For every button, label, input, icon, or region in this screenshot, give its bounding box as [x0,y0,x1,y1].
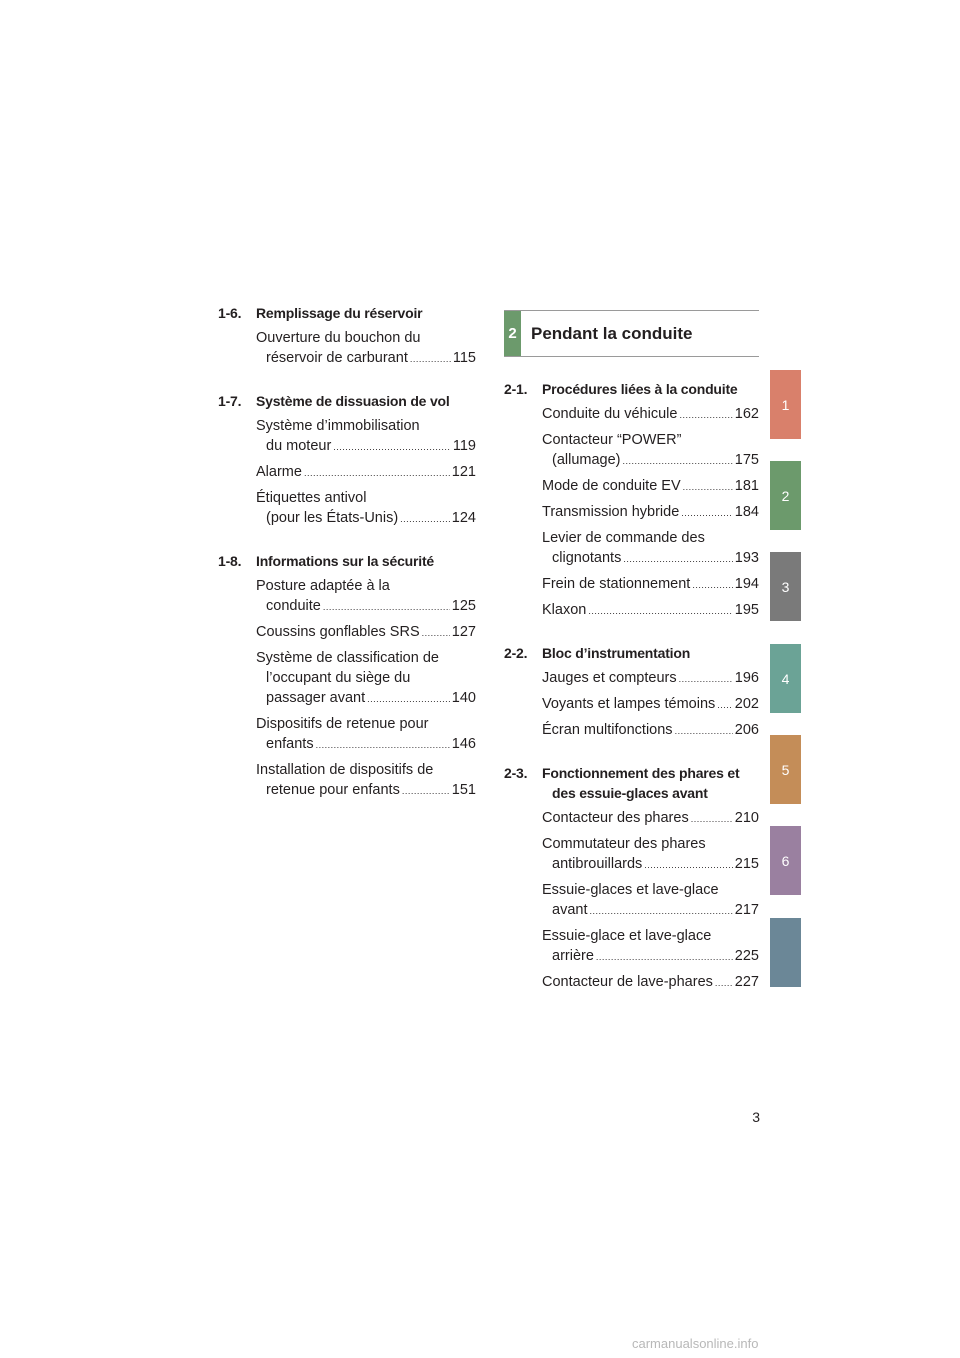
toc-entry[interactable] [542,502,759,523]
dot-leader [692,575,732,595]
chapter-tab-4[interactable]: 4 [770,644,801,713]
toc-section [504,379,759,621]
section-title [542,643,759,663]
toc-entry[interactable] [542,528,759,569]
section-title-line: Informations sur la sécurité [256,553,435,569]
dot-leader [422,623,450,643]
entry-text: arrière [552,948,594,964]
entry-text: (pour les États-Unis) [266,510,399,526]
dot-leader [333,437,451,457]
toc-entry[interactable] [256,576,476,617]
entry-page-number: 140 [451,690,476,706]
entry-page-number: 194 [734,576,759,592]
chapter-tab-6[interactable]: 6 [770,826,801,895]
dot-leader [400,509,450,529]
entry-text: Contacteur des phares [542,810,689,826]
entry-text: Levier de commande des [542,530,705,546]
toc-entry[interactable] [542,720,759,741]
entry-text: avant [552,902,588,918]
section-heading [218,303,476,323]
dot-leader [623,549,732,569]
dot-leader [681,503,733,523]
section-heading [218,391,476,411]
dot-leader [316,735,450,755]
entry-text: Voyants et lampes témoins [542,696,716,712]
dot-leader [715,973,733,993]
entry-text: passager avant [266,690,366,706]
dot-leader [644,855,733,875]
toc-section [218,551,476,801]
chapter-tab-5[interactable]: 5 [770,735,801,804]
section-number: 1-6. [218,305,242,321]
entry-page-number: 121 [451,464,476,480]
entry-page-number: 151 [451,782,476,798]
entry-page-number: 195 [734,602,759,618]
section-heading [504,379,759,399]
entry-text: Essuie-glaces et lave-glace [542,882,719,898]
section-title [256,391,476,411]
toc-section [504,763,759,993]
entry-page-number: 175 [734,452,759,468]
section-title-line: Procédures liées à la conduite [542,381,738,397]
dot-leader [323,597,450,617]
dot-leader [304,463,450,483]
toc-entry[interactable] [542,694,759,715]
entry-page-number: 181 [734,478,759,494]
section-title [542,763,759,803]
toc-entry[interactable] [256,714,476,755]
dot-leader [679,405,732,425]
entry-text: Conduite du véhicule [542,406,678,422]
entry-page-number: 196 [734,670,759,686]
entry-page-number: 202 [734,696,759,712]
toc-entry[interactable] [542,476,759,497]
entry-text: enfants [266,736,314,752]
chapter-tab-2[interactable]: 2 [770,461,801,530]
toc-entry[interactable] [542,808,759,829]
entry-page-number: 124 [451,510,476,526]
entry-text: Klaxon [542,602,587,618]
dot-leader [623,451,733,471]
right-sections [504,379,759,993]
entry-page-number: 206 [734,722,759,738]
toc-section [504,643,759,741]
toc-right-column [504,310,759,1015]
entry-page-number: 127 [451,624,476,640]
chapter-header [504,310,759,357]
toc-entry[interactable] [256,622,476,643]
chapter-tab-3[interactable]: 3 [770,552,801,621]
section-title-line: Système de dissuasion de vol [256,393,450,409]
entry-text: Système d’immobilisation [256,418,420,434]
entry-text: Essuie-glace et lave-glace [542,928,712,944]
entry-page-number: 115 [452,350,476,366]
toc-entry[interactable] [542,574,759,595]
dot-leader [596,947,733,967]
entry-page-number: 215 [734,856,759,872]
toc-entry[interactable] [542,600,759,621]
dot-leader [588,601,732,621]
entry-text: conduite [266,598,321,614]
dot-leader [691,809,733,829]
toc-left-column [218,303,476,823]
entry-text: du moteur [266,438,332,454]
entry-text: Posture adaptée à la [256,578,390,594]
entry-page-number: 125 [451,598,476,614]
dot-leader [675,721,733,741]
dot-leader [717,695,733,715]
entry-text: Coussins gonflables SRS [256,624,420,640]
section-title-line: Fonctionnement des phares et [542,765,740,781]
toc-entry[interactable] [256,760,476,801]
entry-text: Commutateur des phares [542,836,706,852]
entry-text: Contacteur “POWER” [542,432,682,448]
section-title [256,303,476,323]
entry-text: (allumage) [552,452,621,468]
entry-text: Écran multifonctions [542,722,673,738]
entry-text: antibrouillards [552,856,643,872]
chapter-number-badge: 2 [504,311,521,356]
section-heading [504,763,759,803]
section-title-line: Bloc d’instrumentation [542,645,691,661]
entry-text: retenue pour enfants [266,782,400,798]
dot-leader [410,349,451,369]
entry-page-number: 119 [452,438,476,454]
entry-text: Frein de stationnement [542,576,691,592]
dot-leader [679,669,733,689]
section-title [256,551,476,571]
chapter-tab-index[interactable] [770,918,801,987]
entry-text: Dispositifs de retenue pour [256,716,429,732]
toc-entry[interactable] [542,972,759,993]
toc-section [218,303,476,369]
dot-leader [402,781,450,801]
entry-page-number: 210 [734,810,759,826]
entry-text: Système de classification de [256,650,439,666]
entry-page-number: 227 [734,974,759,990]
section-number: 2-2. [504,645,528,661]
section-heading [218,551,476,571]
section-number: 2-1. [504,381,528,397]
entry-text: réservoir de carburant [266,350,408,366]
entry-page-number: 225 [734,948,759,964]
section-number: 1-8. [218,553,242,569]
toc-section [218,391,476,529]
section-heading [504,643,759,663]
entry-text: clignotants [552,550,622,566]
toc-entry[interactable] [542,834,759,875]
toc-entry[interactable] [256,462,476,483]
toc-entry[interactable] [256,648,476,709]
chapter-tab-1[interactable]: 1 [770,370,801,439]
dot-leader [683,477,733,497]
entry-text: Ouverture du bouchon du [256,330,421,346]
entry-page-number: 217 [734,902,759,918]
entry-text: Contacteur de lave-phares [542,974,713,990]
toc-entry[interactable] [256,328,476,369]
dot-leader [367,689,450,709]
page-number: 3 [752,1109,760,1125]
toc-entry[interactable] [542,430,759,471]
entry-text: Transmission hybride [542,504,680,520]
entry-text: Étiquettes antivol [256,490,367,506]
section-number: 2-3. [504,765,528,781]
section-title-line: Remplissage du réservoir [256,305,423,321]
watermark-text: carmanualsonline.info [632,1336,759,1351]
chapter-title: Pendant la conduite [531,323,693,343]
dot-leader [589,901,732,921]
entry-text: Alarme [256,464,302,480]
entry-text: l’occupant du siège du [266,670,411,686]
entry-page-number: 162 [734,406,759,422]
toc-entry[interactable] [542,668,759,689]
toc-entry[interactable] [256,488,476,529]
toc-entry[interactable] [542,926,759,967]
entry-text: Mode de conduite EV [542,478,681,494]
section-title [542,379,759,399]
entry-text: Installation de dispositifs de [256,762,434,778]
section-title-line: des essuie-glaces avant [552,785,708,801]
entry-page-number: 184 [734,504,759,520]
entry-page-number: 146 [451,736,476,752]
section-number: 1-7. [218,393,242,409]
entry-page-number: 193 [734,550,759,566]
toc-entry[interactable] [256,416,476,457]
toc-entry[interactable] [542,880,759,921]
entry-text: Jauges et compteurs [542,670,677,686]
toc-entry[interactable] [542,404,759,425]
